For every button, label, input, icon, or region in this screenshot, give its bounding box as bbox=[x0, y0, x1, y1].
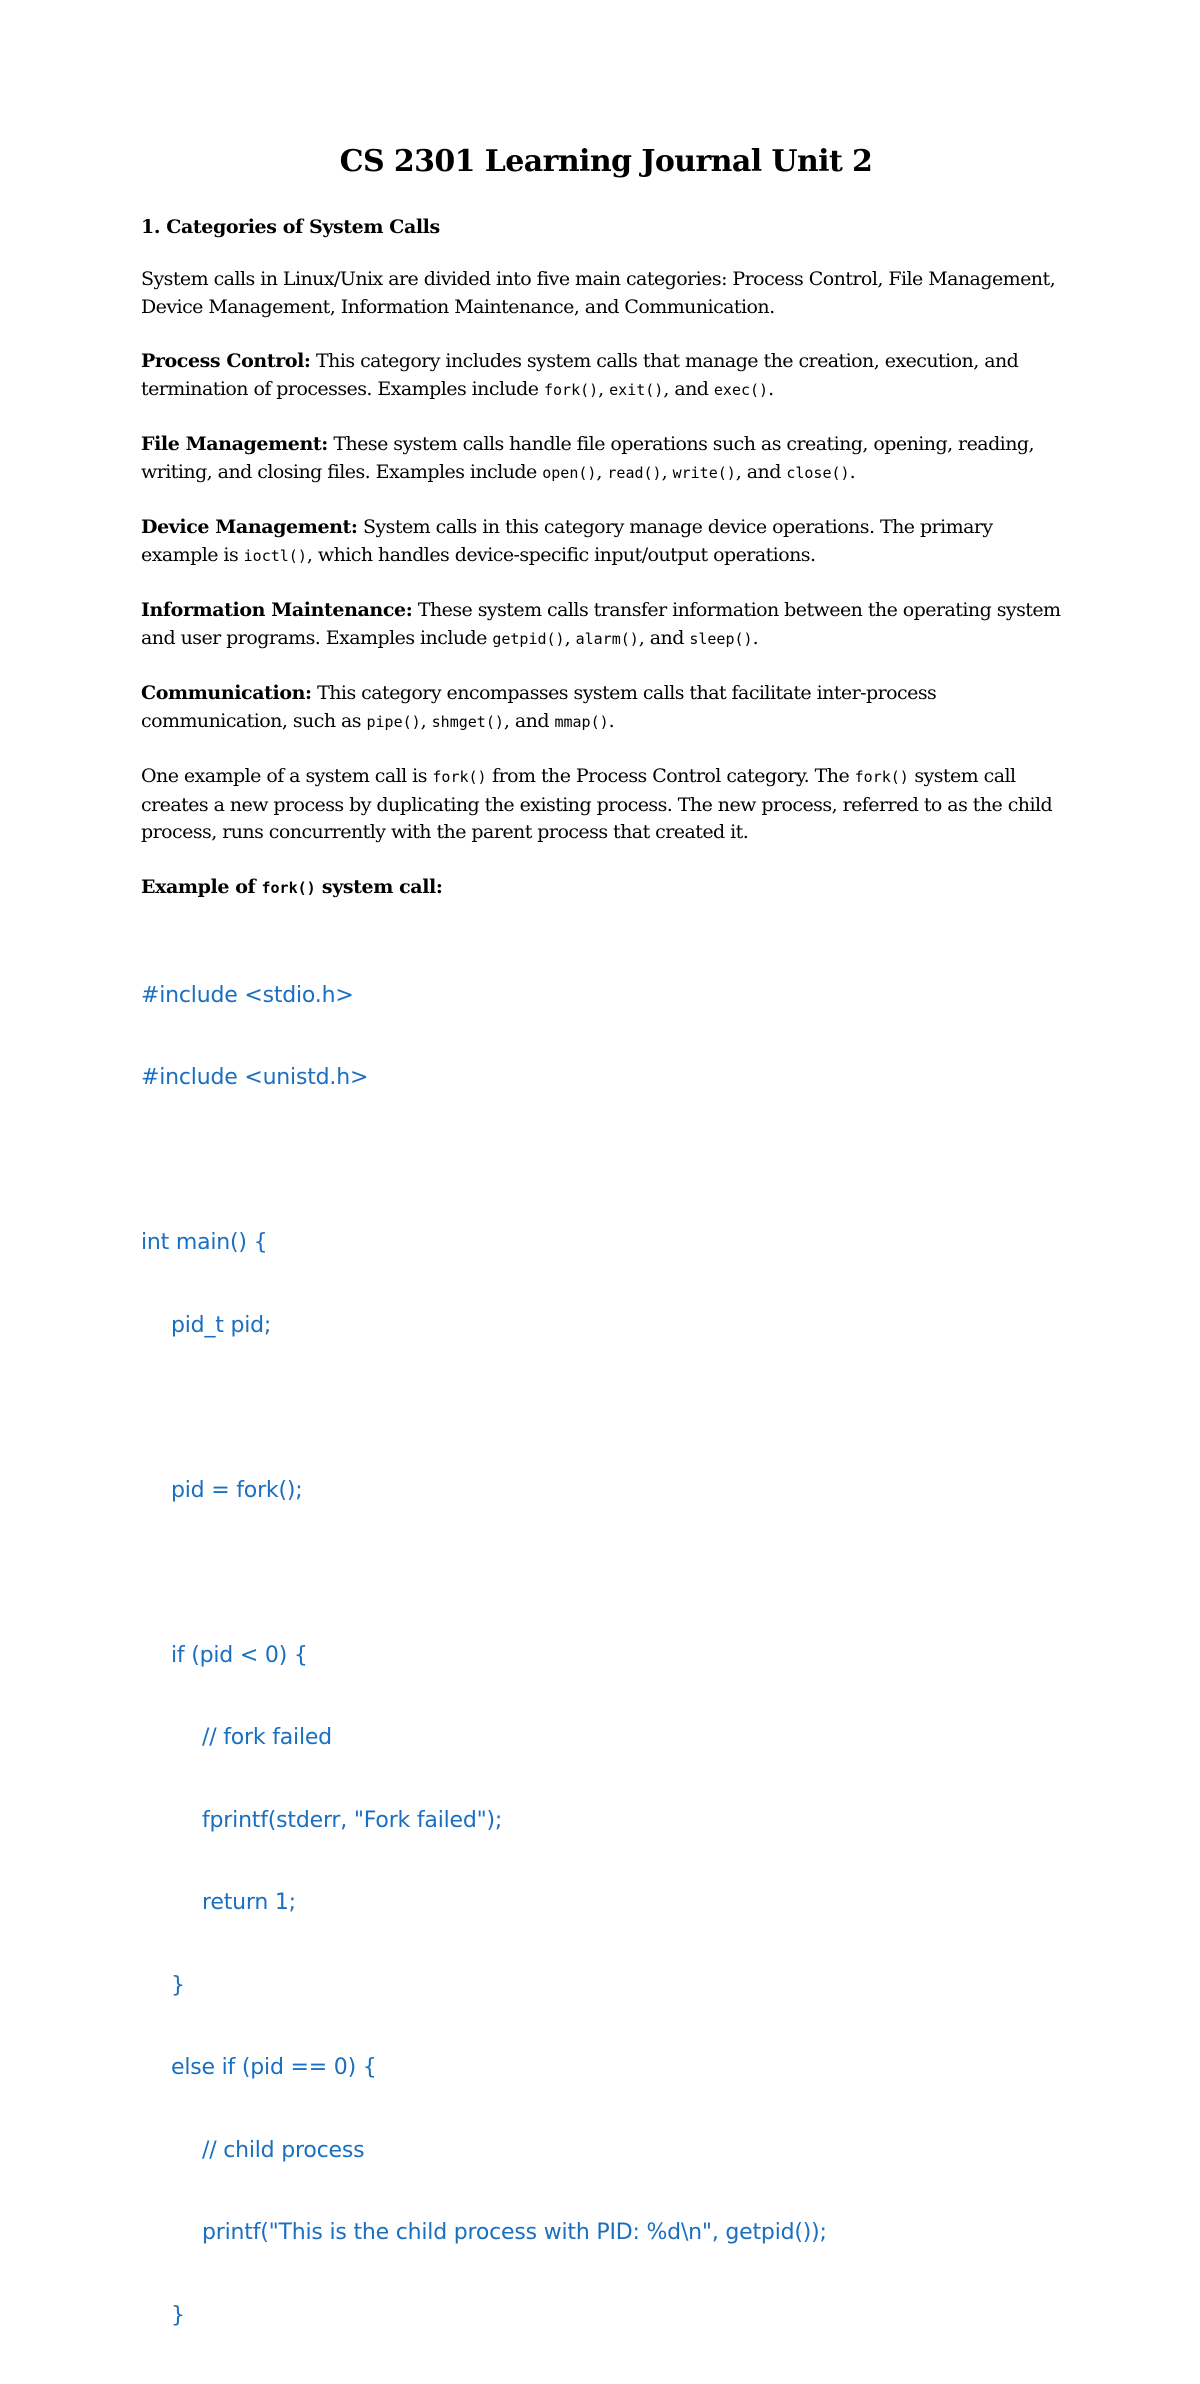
separator: , bbox=[421, 710, 432, 732]
code-alarm: alarm() bbox=[576, 630, 639, 648]
process-control-text: This category includes system calls that manage the creation, execution, and termination of processes. Examples include bbox=[141, 350, 1018, 400]
code-fork: fork() bbox=[262, 879, 316, 897]
document-title: CS 2301 Learning Journal Unit 2 bbox=[141, 142, 1071, 182]
intro-paragraph: System calls in Linux/Unix are divided into five main categories: Process Control, File Management, Device Management, Information Maintenance, and Communication. bbox=[141, 266, 1071, 321]
code-mmap: mmap() bbox=[554, 713, 608, 731]
separator: , bbox=[598, 378, 609, 400]
example-heading bbox=[141, 874, 1071, 902]
code-line: fprintf(stderr, "Fork failed"); bbox=[141, 1807, 1071, 1835]
code-line: return 1; bbox=[141, 1889, 1071, 1917]
code-line: pid_t pid; bbox=[141, 1312, 1071, 1340]
code-shmget: shmget() bbox=[432, 713, 504, 731]
file-management-paragraph bbox=[141, 431, 1071, 487]
code-getpid: getpid() bbox=[492, 630, 564, 648]
separator: , bbox=[565, 627, 576, 649]
code-block bbox=[141, 927, 1071, 2384]
code-line: printf("This is the child process with PID: %d\n", getpid()); bbox=[141, 2219, 1071, 2247]
period: . bbox=[609, 710, 615, 732]
file-management-label: File Management: bbox=[141, 433, 328, 455]
code-blank-line bbox=[141, 1147, 1071, 1175]
period: . bbox=[850, 461, 856, 483]
device-management-label: Device Management: bbox=[141, 516, 358, 538]
code-blank-line bbox=[141, 1559, 1071, 1587]
code-line: } bbox=[141, 2302, 1071, 2330]
code-close: close() bbox=[786, 464, 849, 482]
communication-paragraph bbox=[141, 680, 1071, 736]
information-maintenance-label: Information Maintenance: bbox=[141, 599, 412, 621]
device-management-text-end: , which handles device-specific input/output operations. bbox=[307, 544, 816, 566]
process-control-label: Process Control: bbox=[141, 350, 311, 372]
code-ioctl: ioctl() bbox=[244, 547, 307, 565]
information-maintenance-text: These system calls transfer information between the operating system and user programs. Examples include bbox=[141, 599, 1061, 649]
device-management-text: System calls in this category manage device operations. The primary example is bbox=[141, 516, 993, 566]
code-fork: fork() bbox=[855, 768, 909, 786]
communication-label: Communication: bbox=[141, 682, 312, 704]
fork-example-text: from the Process Control category. The bbox=[487, 765, 855, 787]
separator: , and bbox=[504, 710, 555, 732]
example-heading-text: Example of bbox=[141, 876, 262, 898]
fork-example-paragraph bbox=[141, 763, 1071, 847]
code-read: read() bbox=[607, 464, 661, 482]
code-line: pid = fork(); bbox=[141, 1477, 1071, 1505]
code-line: else if (pid == 0) { bbox=[141, 2054, 1071, 2082]
code-line: #include <unistd.h> bbox=[141, 1064, 1071, 1092]
separator: , bbox=[662, 461, 673, 483]
communication-text: This category encompasses system calls that facilitate inter-process communication, such as bbox=[141, 682, 936, 732]
period: . bbox=[753, 627, 759, 649]
code-sleep: sleep() bbox=[689, 630, 752, 648]
file-management-text: These system calls handle file operations such as creating, opening, reading, writing, and closing files. Examples include bbox=[141, 433, 1034, 483]
code-open: open() bbox=[542, 464, 596, 482]
code-comment-line: // child process bbox=[141, 2137, 1071, 2165]
code-line: } bbox=[141, 1972, 1071, 2000]
process-control-paragraph bbox=[141, 348, 1071, 404]
code-line: int main() { bbox=[141, 1229, 1071, 1257]
code-fork: fork() bbox=[544, 381, 598, 399]
separator: , and bbox=[663, 378, 714, 400]
fork-example-text: One example of a system call is bbox=[141, 765, 432, 787]
separator: , and bbox=[639, 627, 690, 649]
information-maintenance-paragraph bbox=[141, 597, 1071, 653]
code-write: write() bbox=[673, 464, 736, 482]
code-comment-line: // fork failed bbox=[141, 1724, 1071, 1752]
code-line: if (pid < 0) { bbox=[141, 1642, 1071, 1670]
fork-example-text: system call creates a new process by duplicating the existing process. The new process, referred to as the child process, runs concurrently with the parent process that created it. bbox=[141, 765, 1052, 843]
example-heading-text: system call: bbox=[316, 876, 443, 898]
code-exit: exit() bbox=[609, 381, 663, 399]
period: . bbox=[768, 378, 774, 400]
separator: , and bbox=[736, 461, 787, 483]
code-pipe: pipe() bbox=[366, 713, 420, 731]
code-blank-line bbox=[141, 1394, 1071, 1422]
code-exec: exec() bbox=[714, 381, 768, 399]
document-body bbox=[141, 142, 1071, 2384]
section-heading-categories: 1. Categories of System Calls bbox=[141, 214, 1071, 241]
code-line: #include <stdio.h> bbox=[141, 982, 1071, 1010]
device-management-paragraph bbox=[141, 514, 1071, 570]
separator: , bbox=[596, 461, 607, 483]
code-fork: fork() bbox=[432, 768, 486, 786]
